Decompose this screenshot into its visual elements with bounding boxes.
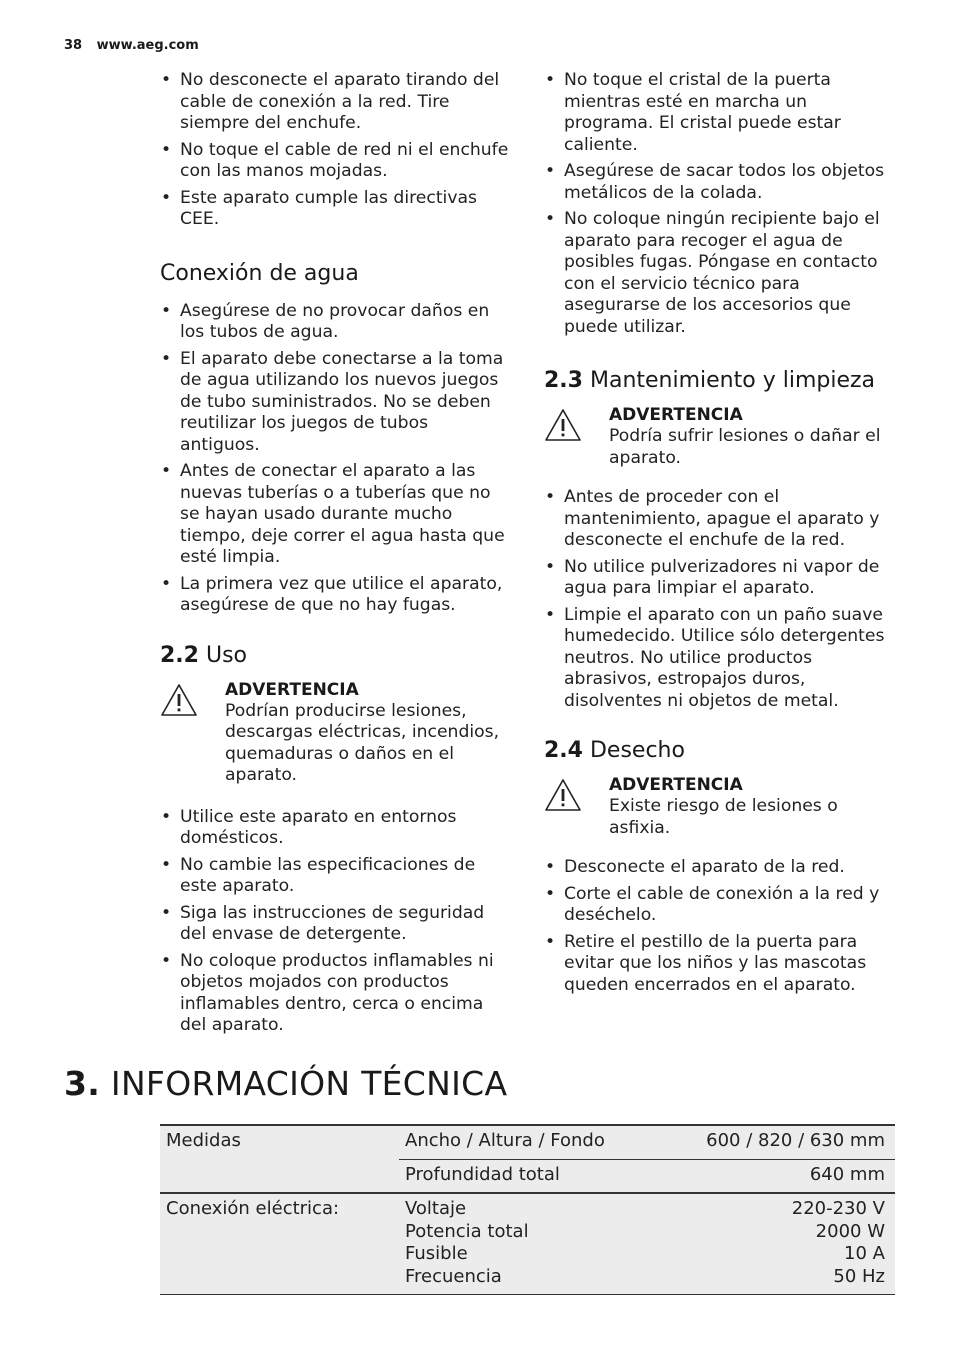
list-item: • No coloque ningún recipiente bajo el aparato para recoger el agua de posibles fugas. Póngase en contacto con el servicio técnico para asegurarse de los accesorios que puede utilizar. bbox=[544, 209, 896, 338]
technical-spec-table bbox=[160, 1124, 895, 1295]
chapter-number: 3. bbox=[64, 1064, 101, 1103]
list-item: • Retire el pestillo de la puerta para evitar que los niños y las mascotas queden encerrados en el aparato. bbox=[544, 932, 896, 997]
electrical-name: Voltaje bbox=[405, 1198, 467, 1219]
disposal-heading bbox=[544, 737, 896, 765]
dimension-value: 640 mm bbox=[655, 1159, 895, 1193]
electrical-value: 50 Hz bbox=[833, 1265, 885, 1287]
section-title: Uso bbox=[205, 642, 248, 668]
warning-text: Podría sufrir lesiones o dañar el aparato. bbox=[609, 426, 881, 468]
list-item: • No desconecte el aparato tirando del cable de conexión a la red. Tire siempre del enchufe. bbox=[160, 70, 512, 135]
list-item: • No toque el cristal de la puerta mientras esté en marcha un programa. El cristal puede estar caliente. bbox=[544, 70, 896, 156]
list-item: • Asegúrese de sacar todos los objetos metálicos de la colada. bbox=[544, 161, 896, 204]
left-intro-list bbox=[160, 70, 512, 231]
electrical-name: Frecuencia bbox=[405, 1265, 502, 1287]
section-number: 2.3 bbox=[544, 368, 583, 393]
warning-title: ADVERTENCIA bbox=[609, 775, 743, 795]
page-number: 38 bbox=[64, 38, 83, 53]
section-number: 2.4 bbox=[544, 738, 583, 763]
warning-text: Podrían producirse lesiones, descargas eléctricas, incendios, quemaduras o daños en el aparato. bbox=[225, 700, 500, 785]
electrical-value: 220-230 V bbox=[791, 1198, 885, 1219]
page-header bbox=[64, 38, 199, 53]
list-item: • Asegúrese de no provocar daños en los tubos de agua. bbox=[160, 301, 512, 344]
electrical-value: 10 A bbox=[844, 1243, 885, 1264]
maintenance-warning bbox=[544, 405, 896, 477]
warning-icon bbox=[544, 408, 582, 442]
list-item: • Corte el cable de conexión a la red y deséchelo. bbox=[544, 884, 896, 927]
table-row bbox=[160, 1193, 895, 1295]
list-item: • Utilice este aparato en entornos domésticos. bbox=[160, 807, 512, 850]
water-connection-heading: Conexión de agua bbox=[160, 260, 359, 286]
list-item: • No utilice pulverizadores ni vapor de agua para limpiar el aparato. bbox=[544, 557, 896, 600]
right-column bbox=[544, 70, 896, 1001]
list-item: • Antes de conectar el aparato a las nuevas tuberías o a tuberías que no se hayan usado durante mucho tiempo, deje correr el agua hasta que esté limpia. bbox=[160, 461, 512, 569]
electrical-value: 2000 W bbox=[815, 1220, 885, 1242]
electrical-name: Fusible bbox=[405, 1243, 468, 1264]
list-item: • No coloque productos inflamables ni objetos mojados con productos inflamables dentro, cerca o encima del aparato. bbox=[160, 951, 512, 1037]
warning-title: ADVERTENCIA bbox=[609, 405, 743, 425]
technical-info-heading bbox=[64, 1064, 507, 1103]
chapter-title: INFORMACIÓN TÉCNICA bbox=[110, 1064, 508, 1103]
left-column bbox=[160, 70, 512, 1042]
dimension-name: Ancho / Altura / Fondo bbox=[399, 1125, 655, 1159]
right-intro-list bbox=[544, 70, 896, 338]
list-item: • Este aparato cumple las directivas CEE. bbox=[160, 188, 512, 231]
dimension-value: 600 / 820 / 630 mm bbox=[655, 1125, 895, 1159]
electrical-name: Potencia total bbox=[405, 1220, 529, 1242]
warning-title: ADVERTENCIA bbox=[225, 679, 359, 700]
dimensions-label: Medidas bbox=[160, 1125, 399, 1193]
electrical-label: Conexión eléctrica: bbox=[160, 1193, 399, 1295]
electrical-values bbox=[655, 1193, 895, 1295]
warning-text: Existe riesgo de lesiones o asfixia. bbox=[609, 796, 838, 838]
maintenance-list bbox=[544, 487, 896, 712]
warning-icon bbox=[160, 683, 198, 717]
list-item: • No cambie las especificaciones de este aparato. bbox=[160, 855, 512, 898]
dimension-name: Profundidad total bbox=[399, 1159, 655, 1193]
electrical-names bbox=[399, 1193, 655, 1295]
use-heading bbox=[160, 642, 512, 670]
list-item: • El aparato debe conectarse a la toma de agua utilizando los nuevos juegos de tubo suministrados. No se deben reutilizar los juegos de tubos antiguos. bbox=[160, 349, 512, 457]
maintenance-heading bbox=[544, 367, 896, 395]
disposal-warning bbox=[544, 775, 896, 847]
site-url: www.aeg.com bbox=[96, 38, 199, 53]
list-item: • Limpie el aparato con un paño suave humedecido. Utilice sólo detergentes neutros. No utilice productos abrasivos, estropajos duros, disolventes ni objetos de metal. bbox=[544, 605, 896, 713]
list-item: • No toque el cable de red ni el enchufe con las manos mojadas. bbox=[160, 140, 512, 183]
use-warning bbox=[160, 680, 512, 787]
water-connection-list bbox=[160, 301, 512, 617]
disposal-list bbox=[544, 857, 896, 996]
section-number: 2.2 bbox=[160, 642, 199, 668]
list-item: • Antes de proceder con el mantenimiento, apague el aparato y desconecte el enchufe de la red. bbox=[544, 487, 896, 552]
section-title: Mantenimiento y limpieza bbox=[589, 368, 876, 393]
list-item: • Desconecte el aparato de la red. bbox=[544, 857, 896, 879]
table-row bbox=[160, 1125, 895, 1159]
warning-icon bbox=[544, 778, 582, 812]
list-item: • Siga las instrucciones de seguridad del envase de detergente. bbox=[160, 903, 512, 946]
use-list bbox=[160, 807, 512, 1037]
section-title: Desecho bbox=[589, 738, 685, 763]
list-item: • La primera vez que utilice el aparato, asegúrese de que no hay fugas. bbox=[160, 574, 512, 617]
